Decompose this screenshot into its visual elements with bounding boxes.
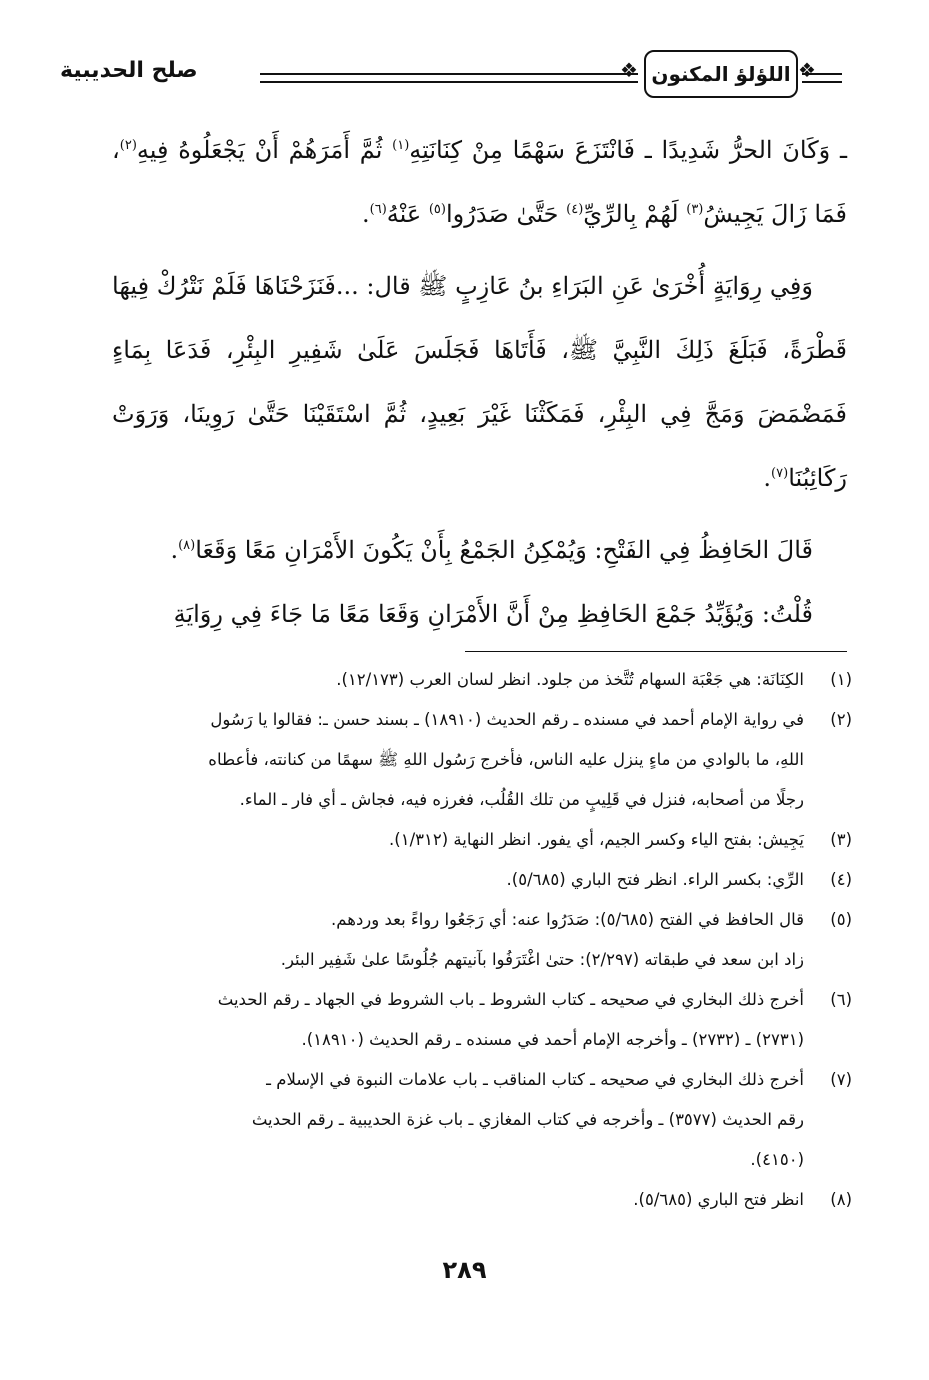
footnote bbox=[107, 980, 852, 1060]
footnote-number: (٢) bbox=[830, 710, 852, 729]
footnote-marker: (٥) bbox=[428, 202, 446, 217]
footnote-text bbox=[107, 1060, 804, 1180]
footnote-marker: (٦) bbox=[369, 202, 387, 217]
footnote-number: (١) bbox=[830, 670, 852, 689]
footnote-marker: (٧) bbox=[771, 466, 789, 481]
footnote bbox=[107, 900, 852, 980]
text-run: . bbox=[763, 464, 772, 492]
footnote-text bbox=[107, 860, 804, 900]
book-title-frame bbox=[644, 50, 798, 98]
main-text bbox=[112, 118, 847, 646]
text-run: . bbox=[362, 200, 370, 228]
footnote-number: (٣) bbox=[830, 830, 852, 849]
ornament-icon: ❖ bbox=[798, 58, 816, 82]
footnote-line: قال الحافظ في الفتح (٥/٦٨٥): صَدَرُوا عنه: أي رَجَعُوا رواءً بعد وردهم. bbox=[331, 910, 804, 929]
text-run: قُلْتُ: وَيُؤَيِّدُ جَمْعَ الحَافِظِ مِنْ أَنَّ الأَمْرَانِ وَقَعَا مَعًا مَا جَاءَ فِي رِوَايَةِ bbox=[173, 600, 813, 628]
footnote-text bbox=[107, 820, 804, 860]
text-run: ثُمَّ أَمَرَهُمْ أَنْ يَجْعَلُوهُ فِيهِ bbox=[136, 136, 393, 164]
footnote-marker: (١) bbox=[392, 138, 410, 153]
footnote bbox=[107, 860, 852, 900]
footnote-line: في رواية الإمام أحمد في مسنده ـ رقم الحديث (١٨٩١٠) ـ بسند حسن ـ: فقالوا يا رَسُول bbox=[210, 710, 804, 729]
text-run: لَهُمْ بِالرِّيِّ bbox=[583, 200, 687, 228]
ornament-icon: ❖ bbox=[620, 58, 638, 82]
book-title: اللؤلؤ المكنون bbox=[651, 62, 791, 86]
text-run: عَنْهُ bbox=[386, 200, 429, 228]
footnote-line: زاد ابن سعد في طبقاته (٢/٢٩٧): حتىٰ اغْتَرَفُوا بآنيتهم جُلُوسًا علىٰ شَفِير البئر. bbox=[280, 950, 804, 969]
footnote-divider bbox=[465, 651, 847, 652]
footnote bbox=[107, 820, 852, 860]
footnote-number: (٤) bbox=[830, 870, 852, 889]
footnote-line: يَجِيش: بفتح الياء وكسر الجيم، أي يفور. انظر النهاية (١/٣١٢). bbox=[389, 830, 804, 849]
paragraph bbox=[112, 582, 847, 646]
footnote-text bbox=[107, 660, 804, 700]
footnote-marker: (٤) bbox=[566, 202, 584, 217]
footnote-line: اللهِ، ما بالوادي من ماءٍ ينزل عليه الناس، فأخرج رَسُول اللهِ ﷺ سهمًا من كنانته، فأعطاه bbox=[208, 750, 804, 769]
text-run: . bbox=[170, 536, 179, 564]
footnote-text bbox=[107, 900, 804, 980]
paragraph bbox=[112, 118, 847, 246]
header-rule bbox=[260, 73, 638, 83]
text-run: قَالَ الحَافِظُ فِي الفَتْحِ: وَيُمْكِنُ الجَمْعُ بِأَنْ يَكُونَ الأَمْرَانِ مَعًا وَقَعَا bbox=[195, 536, 813, 564]
paragraph bbox=[112, 518, 847, 582]
footnote bbox=[107, 1060, 852, 1180]
footnote-text bbox=[107, 700, 804, 820]
paragraph bbox=[112, 254, 847, 510]
text-run: ، فَمَا زَالَ يَجِيشُ bbox=[112, 136, 847, 228]
page-header bbox=[60, 40, 842, 110]
footnote bbox=[107, 660, 852, 700]
footnote-line: انظر فتح الباري (٥/٦٨٥). bbox=[633, 1190, 804, 1209]
footnote-line: أخرج ذلك البخاري في صحيحه ـ كتاب الشروط ـ باب الشروط في الجهاد ـ رقم الحديث bbox=[217, 990, 804, 1009]
footnote-number: (٥) bbox=[830, 910, 852, 929]
footnote-number: (٨) bbox=[830, 1190, 852, 1209]
chapter-title: صلح الحديبية bbox=[60, 58, 198, 83]
footnote-line: رقم الحديث (٣٥٧٧) ـ وأخرجه في كتاب المغازي ـ باب غزة الحديبية ـ رقم الحديث bbox=[251, 1110, 804, 1129]
footnote-line: أخرج ذلك البخاري في صحيحه ـ كتاب المناقب ـ باب علامات النبوة في الإسلام ـ bbox=[266, 1070, 804, 1089]
footnote-marker: (٣) bbox=[686, 202, 704, 217]
text-run: حَتَّىٰ صَدَرُوا bbox=[445, 200, 567, 228]
footnote-text bbox=[107, 1180, 804, 1220]
footnote-number: (٦) bbox=[830, 990, 852, 1009]
footnote bbox=[107, 700, 852, 820]
text-run: ـ وَكَانَ الحرُّ شَدِيدًا ـ فَانْتَزَعَ سَهْمًا مِنْ كِنَانَتِهِ bbox=[409, 136, 848, 164]
header-rule bbox=[802, 73, 842, 83]
footnote-line: رجلًا من أصحابه، فنزل في قَلِيبٍ من تلك القُلُب، فغرزه فيه، فجاش ـ أي فار ـ الماء. bbox=[239, 790, 804, 809]
footnote-line: (٤١٥٠). bbox=[750, 1150, 804, 1169]
page-number: ٢٨٩ bbox=[442, 1256, 487, 1284]
footnote-marker: (٨) bbox=[178, 538, 196, 553]
footnote-text bbox=[107, 980, 804, 1060]
footnote-number: (٧) bbox=[830, 1070, 852, 1089]
footnote-line: الكِنَانَة: هي جَعْبَة السهام تُتَّخذ من جلود. انظر لسان العرب (١٢/١٧٣). bbox=[336, 670, 804, 689]
footnote bbox=[107, 1180, 852, 1220]
footnote-marker: (٢) bbox=[119, 138, 137, 153]
footnotes bbox=[107, 660, 852, 1220]
footnote-line: (٢٧٣١) ـ (٢٧٣٢) ـ وأخرجه الإمام أحمد في مسنده ـ رقم الحديث (١٨٩١٠). bbox=[301, 1030, 804, 1049]
text-run: وَفِي رِوَايَةٍ أُخْرَىٰ عَنِ البَرَاءِ بنُ عَازِبٍ ﷺ قال: ...فَنَزَحْنَاهَا فَلَمْ نَتْرُكْ فِيهَا قَطْرَةً، فَبَلَغَ ذَلِكَ النَّبِيَّ ﷺ، فَأَتَاهَا فَجَلَسَ عَلَىٰ شَفِيرِ البِئْرِ، فَدَعَا بِمَاءٍ فَمَضْمَضَ وَمَجَّ فِي البِئْرِ، فَمَكَثْنَا غَيْرَ بَعِيدٍ، ثُمَّ اسْتَقَيْنَا حَتَّىٰ رَوِينَا، وَرَوَتْ رَكَائِبُنَا bbox=[112, 272, 847, 492]
footnote-line: الرِّي: بكسر الراء. انظر فتح الباري (٥/٦٨٥). bbox=[506, 870, 804, 889]
